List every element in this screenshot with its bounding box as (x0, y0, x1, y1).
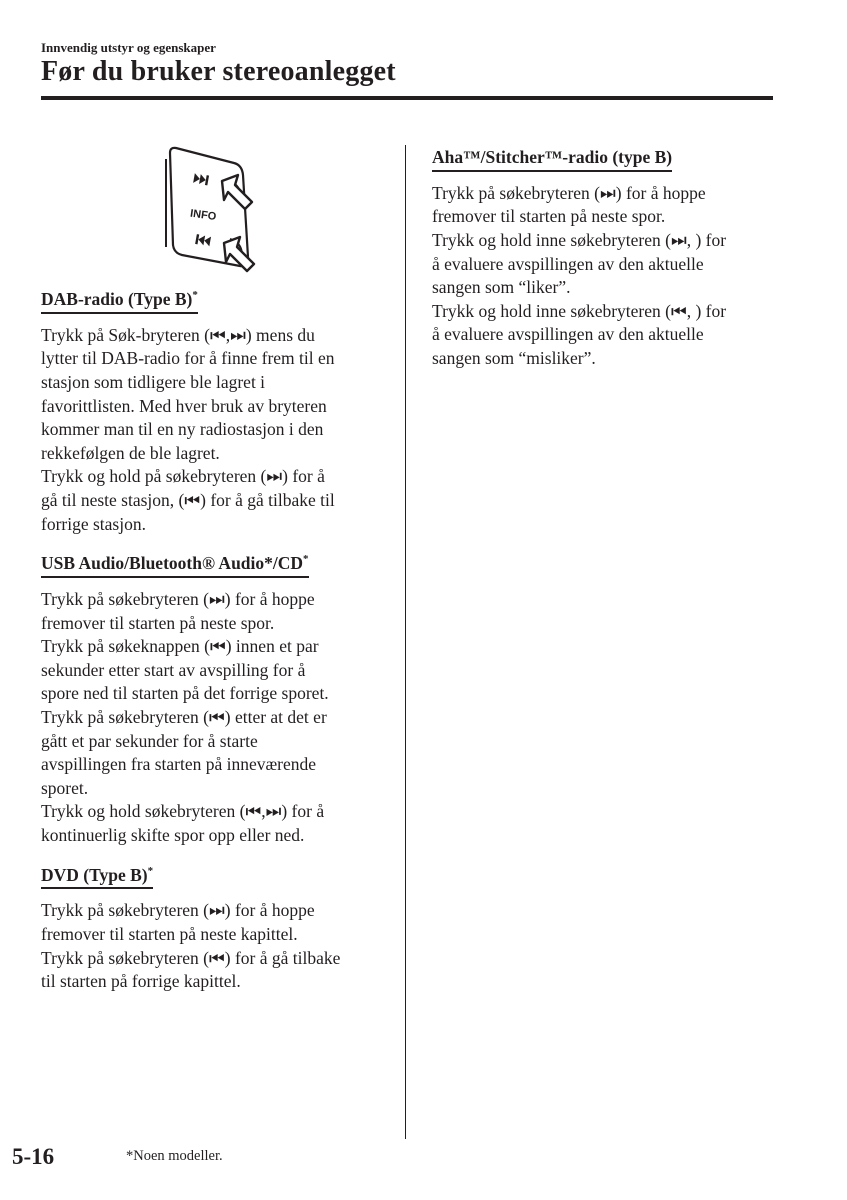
section-heading (41, 860, 153, 890)
section-heading (432, 142, 672, 172)
footnote-marker: * (303, 553, 309, 566)
heading-text: USB Audio/Bluetooth® Audio*/CD (41, 553, 304, 573)
section-label: Innvendig utstyr og egenskaper (41, 40, 216, 55)
section-heading (41, 548, 309, 578)
footnote-marker: * (192, 289, 198, 301)
dvd-section (41, 860, 391, 994)
info-button-label: INFO (189, 207, 217, 224)
body-text: Trykk på søkebryteren (⏭) for å hoppe fremover til starten på neste spor. Trykk på søkeknappen (⏮) innen et par sekunder etter start av avspilling for å spore ned til starten på det forrige sporet. Trykk på søkebryteren (⏮) etter at det er gått et par sekunder for å starte avspillingen fra starten på inneværende sporet. Trykk og hold søkebryteren (⏮,⏭) for å kontinuerlig skifte spor opp eller ned. (41, 589, 329, 845)
title-rule (41, 96, 773, 100)
section-heading (41, 284, 198, 314)
page-number: 5-16 (12, 1144, 55, 1169)
heading-text: DAB-radio (Type B) (41, 288, 193, 309)
usb-audio-section (41, 548, 391, 847)
column-divider (405, 145, 406, 1139)
body-text: Trykk på søkebryteren (⏭) for å hoppe fremover til starten på neste kapittel. Trykk på søkebryteren (⏮) for å gå tilbake til starten på forrige kapittel. (41, 900, 341, 992)
aha-stitcher-section (432, 142, 777, 371)
body-text: Trykk på søkebryteren (⏭) for å hoppe fremover til starten på neste spor. Trykk og hold inne søkebryteren (⏭, ) for å evaluere avspillingen av den aktuelle sangen som “liker”. Trykk og hold inne søkebryteren (⏮, ) for å evaluere avspillingen av den aktuelle sangen som “misliker”. (432, 182, 727, 368)
steering-switch-illustration (156, 145, 268, 273)
footnote: *Noen modeller. (126, 1148, 223, 1164)
dab-radio-section (41, 284, 391, 536)
footnote-marker: * (147, 864, 154, 877)
body-text: Trykk på Søk-bryteren (⏮,⏭) mens du lytter til DAB-radio for å finne frem til en stasjon som tidligere ble lagret i favorittlisten. Med hver bruk av bryteren kommer man til en ny radiostasjon i den rekkefølgen de ble lagret. Trykk og hold på søkebryteren (⏭) for å gå til neste stasjon, (⏮) for å gå tilbake til forrige stasjon. (41, 324, 335, 534)
heading-text: DVD (Type B) (41, 864, 148, 885)
left-column (41, 284, 391, 1006)
page-title: Før du bruker stereoanlegget (41, 56, 396, 87)
right-column (432, 142, 777, 383)
heading-text: Aha™/Stitcher™-radio (type B) (432, 146, 673, 167)
